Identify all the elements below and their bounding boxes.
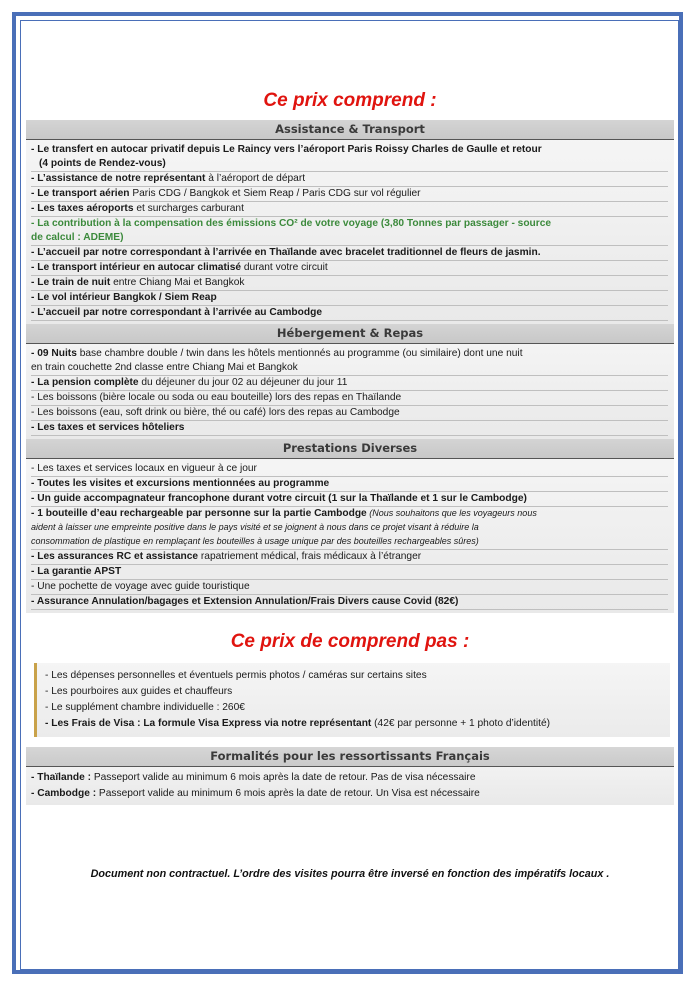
section-body <box>26 767 674 805</box>
bold-text: - Le vol intérieur Bangkok / Siem Reap <box>31 292 217 303</box>
bold-text: - Toutes les visites et excursions mentionnées au programme <box>31 478 330 489</box>
plain-text: - Les dépenses personnelles et éventuels permis photos / caméras sur certains sites <box>45 670 427 681</box>
document-content <box>26 90 674 805</box>
plain-text: du déjeuner du jour 02 au déjeuner du jour 11 <box>138 377 348 388</box>
list-item <box>31 565 668 580</box>
list-item <box>31 477 668 492</box>
plain-text: - Une pochette de voyage avec guide touristique <box>31 581 250 592</box>
section-formalites <box>26 747 674 805</box>
excludes-list <box>34 663 670 737</box>
italic-note: consommation de plastique en remplaçant les bouteilles à usage unique par des bouteilles rechargeables sûres) <box>31 536 479 546</box>
list-item <box>31 770 668 786</box>
bold-text: - Les Frais de Visa : La formule Visa Express via notre représentant <box>45 718 372 729</box>
list-item <box>31 406 668 421</box>
plain-text: Passeport valide au minimum 6 mois après la date de retour. Pas de visa nécessaire <box>91 772 476 783</box>
bold-text: - Thaïlande : <box>31 772 91 783</box>
plain-text: - Le supplément chambre individuelle : 260€ <box>45 702 245 713</box>
bold-text: - 09 Nuits <box>31 348 77 359</box>
plain-text: (42€ par personne + 1 photo d’identité) <box>371 718 551 729</box>
list-item <box>31 276 668 291</box>
list-item <box>31 535 668 550</box>
plain-text: et surcharges carburant <box>133 203 244 214</box>
plain-text: - Les boissons (eau, soft drink ou bière, thé ou café) lors des repas au Cambodge <box>31 407 400 418</box>
excludes-title: Ce prix de comprend pas : <box>230 631 470 652</box>
list-item <box>31 202 668 217</box>
bold-text: - Assurance Annulation/bagages et Extension Annulation/Frais Divers cause Covid (82€) <box>31 596 459 607</box>
section-heading: Formalités pour les ressortissants Français <box>26 747 674 767</box>
bold-text: - Un guide accompagnateur francophone durant votre circuit (1 sur la Thaïlande et 1 sur le Cambodge) <box>31 493 527 504</box>
section-prestations-diverses <box>26 439 674 613</box>
list-item <box>45 700 662 716</box>
bold-text: - L’assistance de notre représentant <box>31 173 206 184</box>
section-heading: Assistance & Transport <box>26 120 674 140</box>
plain-text: en train couchette 2nd classe entre Chiang Mai et Bangkok <box>31 362 298 373</box>
list-item <box>31 172 668 187</box>
bold-text: - Les taxes aéroports <box>31 203 134 214</box>
list-item <box>31 157 668 172</box>
list-item <box>31 391 668 406</box>
list-item <box>31 462 668 477</box>
plain-text: - Les pourboires aux guides et chauffeurs <box>45 686 233 697</box>
section-heading: Hébergement & Repas <box>26 324 674 344</box>
list-item <box>31 521 668 535</box>
list-item <box>31 261 668 276</box>
list-item <box>31 143 668 157</box>
section-body <box>26 344 674 439</box>
plain-text: base chambre double / twin dans les hôtels mentionnés au programme (ou similaire) dont une nuit <box>76 348 523 359</box>
bold-text: - Les assurances RC et assistance <box>31 551 199 562</box>
plain-text: - Les boissons (bière locale ou soda ou eau bouteille) lors des repas en Thaïlande <box>31 392 402 403</box>
list-item <box>45 668 662 684</box>
list-item <box>31 786 668 802</box>
list-item <box>31 291 668 306</box>
bold-text: - L’accueil par notre correspondant à l’arrivée au Cambodge <box>31 307 322 318</box>
bold-text: - La contribution à la compensation des émissions CO² de votre voyage (3,80 Tonnes par passager - source <box>31 218 552 229</box>
plain-text: rapatriement médical, frais médicaux à l’étranger <box>198 551 422 562</box>
list-item <box>31 550 668 565</box>
list-item <box>31 492 668 507</box>
list-item <box>45 684 662 700</box>
italic-note: (Nous souhaitons que les voyageurs nous <box>366 508 537 518</box>
italic-note: aident à laisser une empreinte positive dans le pays visité et se joignent à nous dans ce projet visant à réduire la <box>31 522 479 532</box>
list-item <box>31 595 668 610</box>
plain-text: Paris CDG / Bangkok et Siem Reap / Paris CDG sur vol régulier <box>129 188 421 199</box>
footer-disclaimer: Document non contractuel. L’ordre des visites pourra être inversé en fonction des impératifs locaux . <box>90 868 610 880</box>
bold-text: - Le train de nuit <box>31 277 111 288</box>
section-heading: Prestations Diverses <box>26 439 674 459</box>
list-item <box>31 231 668 246</box>
list-item <box>31 306 668 321</box>
bold-text: (4 points de Rendez-vous) <box>39 158 166 169</box>
section-body <box>26 140 674 324</box>
bold-text: - Cambodge : <box>31 788 97 799</box>
bold-text: - L’accueil par notre correspondant à l’arrivée en Thaïlande avec bracelet traditionnel de fleurs de jasmin. <box>31 247 541 258</box>
list-item <box>31 246 668 261</box>
section-body <box>26 459 674 613</box>
plain-text: durant votre circuit <box>241 262 328 273</box>
bold-text: de calcul : ADEME) <box>31 232 124 243</box>
bold-text: - Le transfert en autocar privatif depuis Le Raincy vers l’aéroport Paris Roissy Charles de Gaulle et retour <box>31 144 542 155</box>
list-item <box>31 580 668 595</box>
list-item <box>31 187 668 202</box>
plain-text: entre Chiang Mai et Bangkok <box>110 277 245 288</box>
includes-title: Ce prix comprend : <box>263 90 437 111</box>
list-item <box>31 421 668 436</box>
list-item <box>31 347 668 361</box>
bold-text: - La garantie APST <box>31 566 122 577</box>
bold-text: - La pension complète <box>31 377 139 388</box>
plain-text: à l’aéroport de départ <box>205 173 306 184</box>
bold-text: - Le transport intérieur en autocar climatisé <box>31 262 242 273</box>
section-hebergement-repas <box>26 324 674 439</box>
plain-text: Passeport valide au minimum 6 mois après la date de retour. Un Visa est nécessaire <box>96 788 480 799</box>
list-item <box>31 507 668 521</box>
list-item <box>31 376 668 391</box>
list-item <box>31 361 668 376</box>
bold-text: - Le transport aérien <box>31 188 130 199</box>
bold-text: - Les taxes et services hôteliers <box>31 422 185 433</box>
section-assistance-transport <box>26 120 674 324</box>
bold-text: - 1 bouteille d’eau rechargeable par personne sur la partie Cambodge <box>31 508 367 519</box>
list-item <box>45 716 662 732</box>
plain-text: - Les taxes et services locaux en vigueur à ce jour <box>31 463 257 474</box>
list-item <box>31 217 668 231</box>
